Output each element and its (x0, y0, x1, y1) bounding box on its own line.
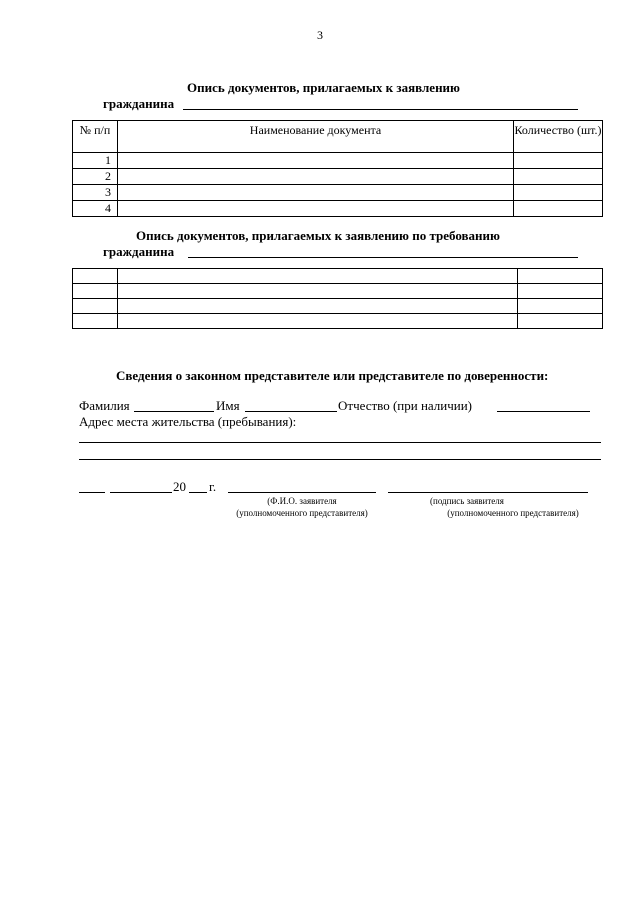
fio-caption-2: (уполномоченного представителя) (236, 508, 368, 518)
section2-citizen-line[interactable] (188, 257, 578, 258)
date-year-field[interactable] (189, 492, 207, 493)
row-number-cell[interactable] (73, 299, 118, 314)
signature-field[interactable] (388, 492, 588, 493)
header-name: Наименование документа (118, 121, 514, 153)
document-qty-cell[interactable] (518, 284, 603, 299)
header-qty: Количество (шт.) (514, 121, 603, 153)
document-name-cell[interactable] (118, 169, 514, 185)
row-number: 3 (73, 185, 118, 201)
row-number-cell[interactable] (73, 314, 118, 329)
requested-documents-table (72, 268, 603, 329)
section2-subtitle: гражданина (103, 244, 175, 259)
first-name-label: Имя (216, 398, 240, 413)
sign-caption-2: (уполномоченного представителя) (447, 508, 579, 518)
header-num: № п/п (73, 121, 118, 153)
document-qty-cell[interactable] (514, 185, 603, 201)
document-name-cell[interactable] (118, 284, 518, 299)
fio-field[interactable] (228, 492, 376, 493)
row-number: 1 (73, 153, 118, 169)
section1-title: Опись документов, прилагаемых к заявлению (187, 80, 460, 95)
document-name-cell[interactable] (118, 185, 514, 201)
patronymic-label: Отчество (при наличии) (338, 398, 473, 413)
table-row (73, 201, 603, 217)
table-row (73, 314, 603, 329)
fio-caption-1: (Ф.И.О. заявителя (267, 496, 337, 506)
representative-title: Сведения о законном представителе или представителе по доверенности: (116, 368, 549, 383)
table-row (73, 299, 603, 314)
row-number-cell[interactable] (73, 284, 118, 299)
document-name-cell[interactable] (118, 299, 518, 314)
surname-label: Фамилия (79, 398, 130, 413)
document-qty-cell[interactable] (514, 169, 603, 185)
row-number-cell[interactable] (73, 269, 118, 284)
document-name-cell[interactable] (118, 201, 514, 217)
row-number: 4 (73, 201, 118, 217)
table-row (73, 269, 603, 284)
date-day-field[interactable] (79, 492, 105, 493)
documents-table (72, 120, 603, 217)
document-name-cell[interactable] (118, 314, 518, 329)
section1-citizen-line[interactable] (183, 109, 578, 110)
table-row (73, 153, 603, 169)
document-name-cell[interactable] (118, 153, 514, 169)
date-month-field[interactable] (110, 492, 172, 493)
address-line-2[interactable] (79, 459, 601, 460)
document-qty-cell[interactable] (518, 314, 603, 329)
address-line-1[interactable] (79, 442, 601, 443)
document-qty-cell[interactable] (518, 299, 603, 314)
document-qty-cell[interactable] (514, 153, 603, 169)
document-qty-cell[interactable] (518, 269, 603, 284)
first-name-field[interactable] (245, 411, 337, 412)
document-qty-cell[interactable] (514, 201, 603, 217)
row-number: 2 (73, 169, 118, 185)
address-label: Адрес места жительства (пребывания): (79, 414, 297, 429)
section1-subtitle: гражданина (103, 96, 175, 111)
sign-caption-1: (подпись заявителя (430, 496, 504, 506)
section2-title: Опись документов, прилагаемых к заявлению по требованию (136, 228, 500, 243)
table-row (73, 169, 603, 185)
patronymic-field[interactable] (497, 411, 590, 412)
year-suffix: г. (209, 479, 217, 494)
year-prefix: 20 (173, 479, 186, 494)
surname-field[interactable] (134, 411, 214, 412)
table-row (73, 185, 603, 201)
document-name-cell[interactable] (118, 269, 518, 284)
table-row (73, 284, 603, 299)
page-number: 3 (317, 28, 323, 42)
